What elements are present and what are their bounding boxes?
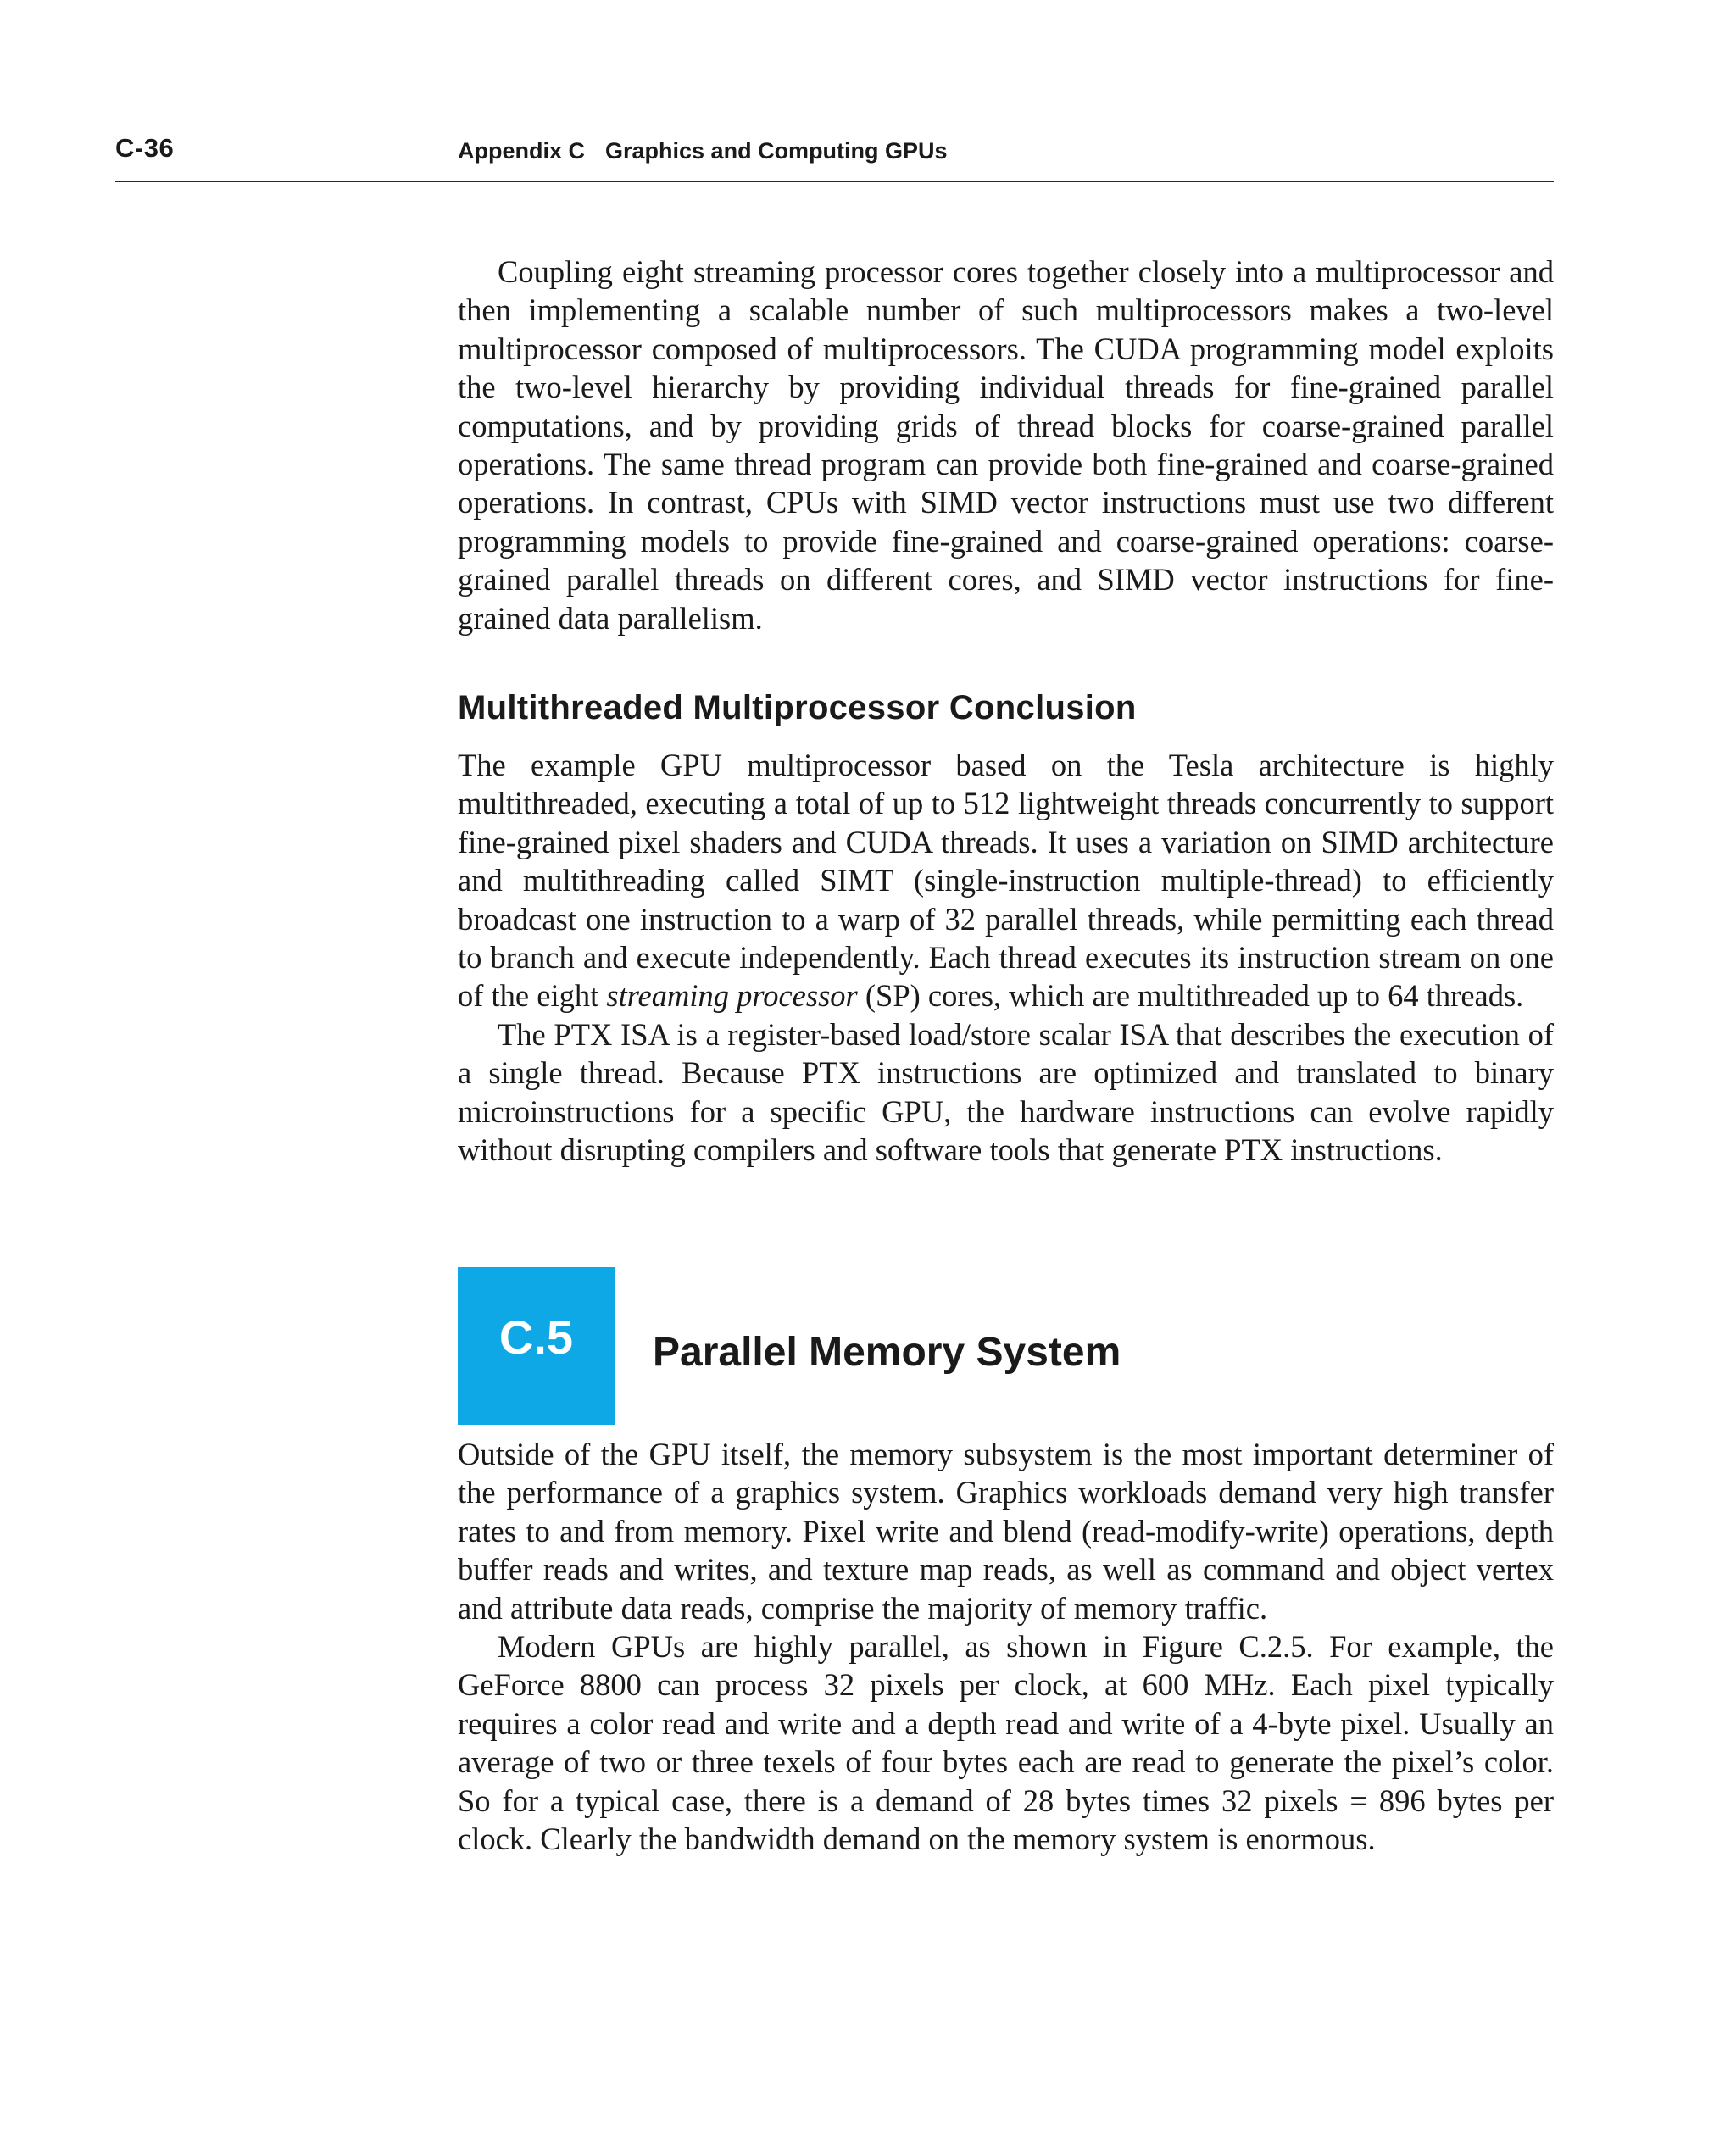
memory-section-body: [458, 1435, 1554, 1858]
paragraph-memory-1: Outside of the GPU itself, the memory subsystem is the most important determiner of the performance of a graphics system. Graphics workloads demand very high transfer rates to and from memory. Pixel write and blend (read-modify-write) operations, depth buffer reads and writes, and texture map reads, as well as command and object vertex and attribute data reads, comprise the majority of memory traffic.: [458, 1437, 1554, 1626]
running-title: [458, 138, 948, 164]
conclusion-body: [458, 746, 1554, 1169]
paragraph-conclusion-2: The PTX ISA is a register-based load/store scalar ISA that describes the execution of a single thread. Because PTX instructions are optimized and translated to binary microinstructions for a specific GPU, the hardware instructions can evolve rapidly without disrupting compilers and software tools that generate PTX instructions.: [458, 1016, 1554, 1168]
chapter-title: Graphics and Computing GPUs: [605, 138, 948, 164]
running-head: [115, 131, 1554, 182]
paragraph-conclusion-1: The example GPU multiprocessor based on the Tesla architecture is highly multithreaded, executing a total of up to 512 lightweight threads concurrently to support fine-grained pixel shaders and CUDA threads. It uses a variation on SIMD architecture and multithreading called SIMT (single-instruction multiple-thread) to efficiently broadcast one instruction to a warp of 32 parallel threads, while permitting each thread to branch and execute independently. Each thread executes its instruction stream on one of the eight streaming processor (SP) cores, which are multithreaded up to 64 threads.: [458, 748, 1554, 1014]
paragraph-memory-2: Modern GPUs are highly parallel, as shown in Figure C.2.5. For example, the GeForce 8800 can process 32 pixels per clock, at 600 MHz. Each pixel typically requires a color read and write and a depth read and write of a 4-byte pixel. Usually an average of two or three texels of four bytes each are read to generate the pixel’s color. So for a typical case, there is a demand of 28 bytes times 32 pixels = 896 bytes per clock. Clearly the bandwidth demand on the memory system is enormous.: [458, 1629, 1554, 1857]
subsection-heading: Multithreaded Multiprocessor Conclusion: [458, 689, 1137, 726]
section-title: Parallel Memory System: [653, 1330, 1121, 1375]
italic-term: streaming processor: [606, 978, 858, 1014]
page-number: C-36: [115, 133, 175, 163]
appendix-label: Appendix C: [458, 138, 586, 164]
paragraph-coupling: Coupling eight streaming processor cores together closely into a multiprocessor and then implementing a scalable number of such multiprocessors makes a two-level multiprocessor composed of multiprocessors. The CUDA programming model exploits the two-level hierarchy by providing individual threads for fine-grained parallel computations, and by providing grids of thread blocks for coarse-grained parallel operations. The same thread program can provide both fine-grained and coarse-grained operations. In contrast, CPUs with SIMD vector instructions must use two different programming models to provide fine-grained and coarse-grained operations: coarse-grained parallel threads on different cores, and SIMD vector instructions for fine-grained data parallelism.: [458, 254, 1554, 636]
section-number-badge: C.5: [458, 1267, 615, 1425]
